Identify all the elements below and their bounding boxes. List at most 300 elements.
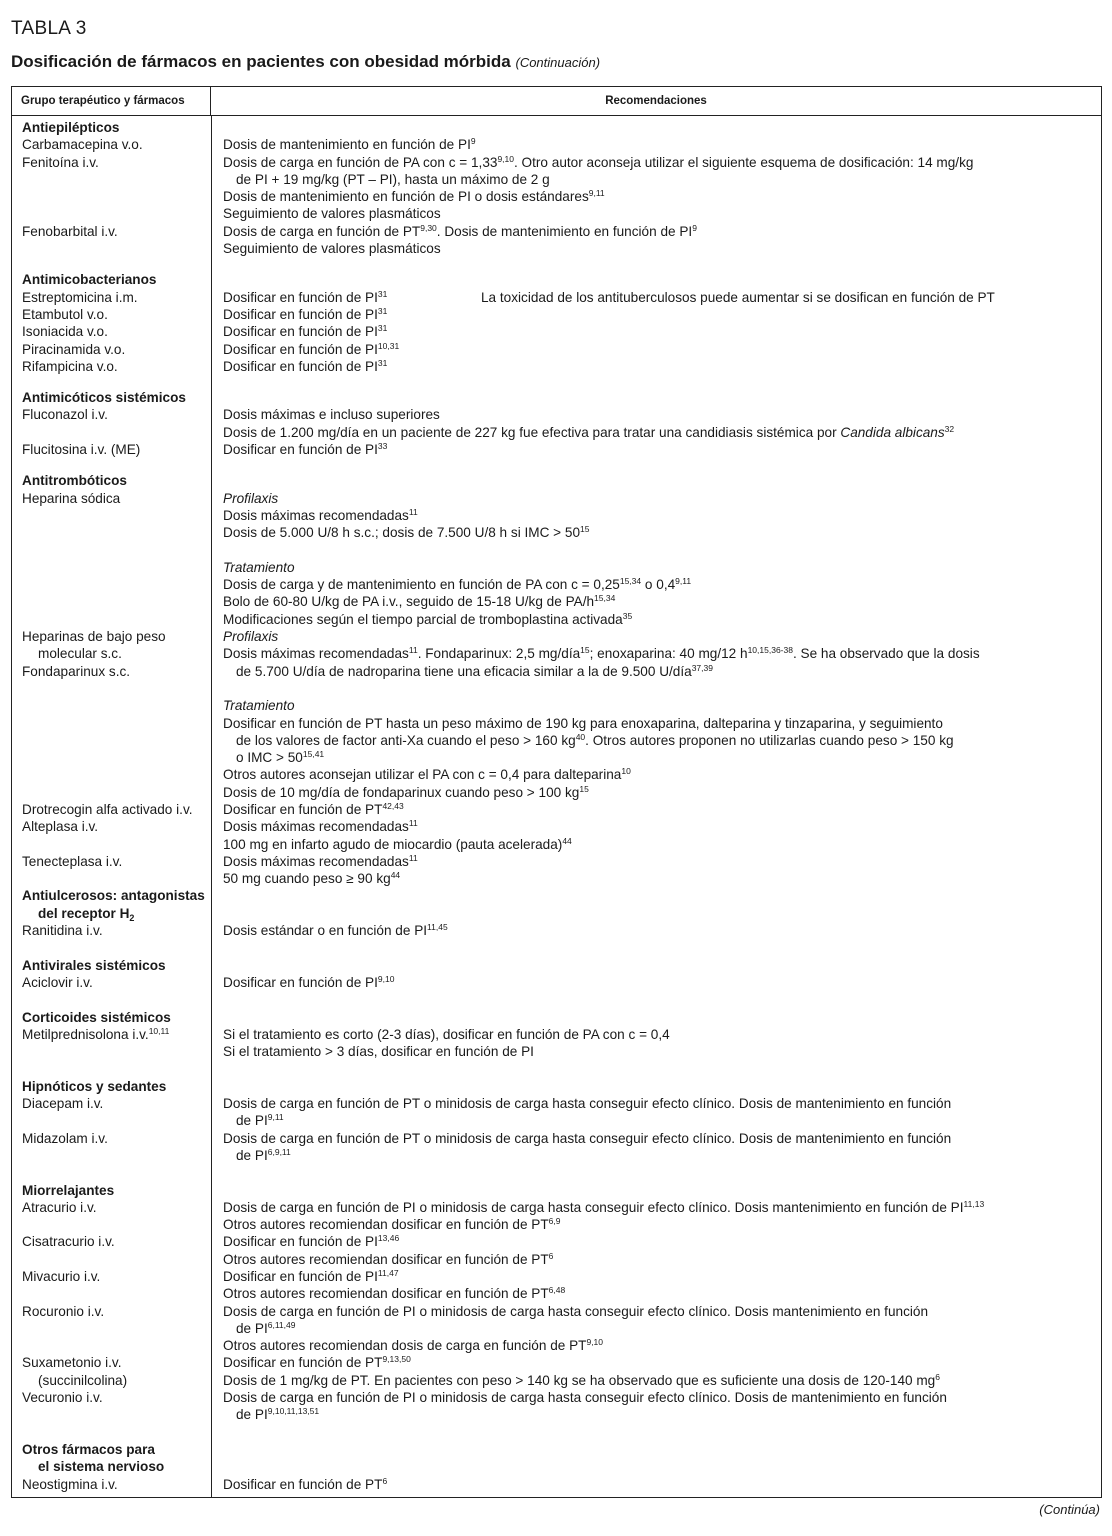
group-heading-row <box>12 1009 1101 1026</box>
recommendation <box>211 1268 1101 1285</box>
therapeutic-group <box>12 119 211 136</box>
recommendation <box>211 271 1101 288</box>
recommendation <box>211 306 1101 323</box>
table-row <box>12 441 1101 458</box>
table-row <box>12 1354 1101 1371</box>
recommendation <box>211 715 1101 732</box>
recommendation <box>211 1216 1101 1233</box>
table-row <box>12 154 1101 171</box>
reference-superscript: 10,31 <box>377 340 400 351</box>
text-segment: Dosis de carga y de mantenimiento en función de PA con c = 0,25 <box>223 577 620 593</box>
drug-name <box>12 870 211 887</box>
reference-superscript: 31 <box>377 323 388 334</box>
table-row <box>12 1268 1101 1285</box>
table-row <box>12 1285 1101 1302</box>
text-segment: Dosis de mantenimiento en función de PI <box>223 137 471 153</box>
text-segment: Dosificar en función de PI <box>223 974 378 990</box>
table-row <box>12 766 1101 783</box>
drug-name <box>12 663 211 680</box>
text-segment: de los valores de factor anti-Xa cuando el peso > 160 kg <box>236 732 576 748</box>
text-segment: Seguimiento de valores plasmáticos <box>223 206 441 222</box>
table-row <box>12 240 1101 257</box>
table-row <box>12 836 1101 853</box>
text-segment: Antivirales sistémicos <box>22 957 166 973</box>
drug-name <box>12 1216 211 1233</box>
recommendation <box>211 1251 1101 1268</box>
subscript: 2 <box>129 912 135 923</box>
text-segment: Dosis máximas recomendadas <box>223 646 409 662</box>
text-segment: de PI <box>236 1147 268 1163</box>
recommendation <box>211 323 1101 340</box>
text-segment: de PI <box>236 1320 268 1336</box>
text-segment: Fenitoína i.v. <box>22 154 99 170</box>
reference-superscript: 9,30 <box>420 222 437 233</box>
text-segment: Hipnóticos y sedantes <box>22 1078 167 1094</box>
reference-superscript: 37,39 <box>691 662 713 673</box>
italic-text: Profilaxis <box>223 490 279 506</box>
recommendation <box>211 1112 1101 1129</box>
reference-superscript: 11 <box>408 818 418 829</box>
recommendation <box>211 154 1101 171</box>
text-segment: Dosis de carga en función de PI o minidosis de carga hasta conseguir efecto clínico. Dosis de mantenimiento en función <box>223 1390 947 1406</box>
header-group-drugs: Grupo terapéutico y fármacos <box>12 87 211 115</box>
recommendation <box>211 171 1101 188</box>
text-segment: de PI <box>236 1113 268 1129</box>
row-spacer <box>12 680 1101 697</box>
recommendation <box>211 472 1101 489</box>
table-row <box>12 818 1101 835</box>
text-segment: Dosificar en función de PI <box>223 289 378 305</box>
row-spacer <box>12 1424 1101 1441</box>
text-segment: Dosificar en función de PT <box>223 1476 383 1492</box>
text-segment: Dosificar en función de PI <box>223 306 378 322</box>
text-segment: Neostigmina i.v. <box>22 1476 118 1492</box>
text-segment: 100 mg en infarto agudo de miocardio (pauta acelerada) <box>223 836 563 852</box>
table-row <box>12 1406 1101 1423</box>
reference-superscript: 9 <box>692 222 697 233</box>
text-segment: Atracurio i.v. <box>22 1199 97 1215</box>
recommendation <box>211 1458 1101 1475</box>
drug-name <box>12 784 211 801</box>
text-segment: Estreptomicina i.m. <box>22 289 138 305</box>
recommendation <box>211 1354 1101 1371</box>
table-row <box>12 205 1101 222</box>
drug-name <box>12 593 211 610</box>
table-title <box>11 52 600 72</box>
table-row <box>12 1372 1101 1389</box>
drug-name <box>12 818 211 835</box>
recommendation <box>211 223 1101 240</box>
text-segment: de 5.700 U/día de nadroparina tiene una eficacia similar a la de 9.500 U/día <box>236 663 692 679</box>
recommendation <box>211 801 1101 818</box>
recommendation <box>211 611 1101 628</box>
drug-name <box>12 836 211 853</box>
text-segment: Carbamacepina v.o. <box>22 137 143 153</box>
table-row <box>12 1251 1101 1268</box>
drug-name <box>12 289 211 306</box>
reference-superscript: 6 <box>382 1475 388 1486</box>
drug-name <box>12 507 211 524</box>
table-row <box>12 1337 1101 1354</box>
recommendation <box>211 922 1101 939</box>
recommendation <box>211 358 1101 375</box>
text-segment: Heparinas de bajo peso <box>22 629 166 645</box>
table-row <box>12 171 1101 188</box>
table-row <box>12 922 1101 939</box>
therapeutic-group <box>12 887 211 904</box>
italic-text: Profilaxis <box>223 629 279 645</box>
recommendation <box>211 818 1101 835</box>
table-row <box>12 749 1101 766</box>
table-row <box>12 1112 1101 1129</box>
text-segment: Rifampicina v.o. <box>22 358 118 374</box>
table-row <box>12 1130 1101 1147</box>
text-segment: Corticoides sistémicos <box>22 1009 171 1025</box>
text-segment: o 0,4 <box>641 577 676 593</box>
dosing-table <box>11 86 1102 1498</box>
recommendation <box>211 1199 1101 1216</box>
recommendation <box>211 766 1101 783</box>
recommendation <box>211 697 1101 714</box>
text-segment: Dosis máximas recomendadas <box>223 853 409 869</box>
reference-superscript: 40 <box>575 731 586 742</box>
text-segment: Dosis de carga en función de PI o minidosis de carga hasta conseguir efecto clínico. Dosis mantenimiento en función de PI <box>223 1199 964 1215</box>
reference-superscript: 6,48 <box>548 1285 566 1296</box>
text-segment: Dosis máximas recomendadas <box>223 507 409 523</box>
recommendation <box>211 974 1101 991</box>
text-segment: . Otros autores proponen no utilizarlas cuando peso > 150 kg <box>585 732 954 748</box>
recommendation <box>211 836 1101 853</box>
recommendation <box>211 289 1101 306</box>
recommendation <box>211 1337 1101 1354</box>
drug-name <box>12 1303 211 1320</box>
reference-superscript: 11 <box>408 506 418 517</box>
text-segment: Otros autores recomiendan dosis de carga en función de PT <box>223 1338 587 1354</box>
drug-name <box>12 1130 211 1147</box>
text-segment: Suxametonio i.v. <box>22 1355 122 1371</box>
table-header-row <box>12 87 1101 116</box>
reference-superscript: 13,46 <box>377 1233 400 1244</box>
recommendation <box>211 240 1101 257</box>
recommendation-note: La toxicidad de los antituberculosos puede aumentar si se dosifican en función de PT <box>481 289 995 305</box>
drug-name <box>12 1406 211 1423</box>
table-row <box>12 1476 1101 1493</box>
italic-text: Tratamiento <box>223 559 295 575</box>
row-spacer <box>12 1164 1101 1181</box>
text-segment: . Fondaparinux: 2,5 mg/día <box>417 646 581 662</box>
recommendation <box>211 1372 1101 1389</box>
recommendation <box>211 136 1101 153</box>
table-row <box>12 593 1101 610</box>
text-segment: Otros autores recomiendan dosificar en función de PT <box>223 1251 549 1267</box>
text-segment: ; enoxaparina: 40 mg/12 h <box>589 646 748 662</box>
reference-superscript: 15 <box>579 783 589 794</box>
recommendation <box>211 645 1101 662</box>
drug-name <box>12 441 211 458</box>
reference-superscript: 9,11 <box>267 1112 284 1123</box>
table-row <box>12 1303 1101 1320</box>
table-row <box>12 306 1101 323</box>
drug-name <box>12 136 211 153</box>
drug-name <box>12 1095 211 1112</box>
recommendation <box>211 1026 1101 1043</box>
therapeutic-group <box>12 1078 211 1095</box>
recommendation <box>211 1441 1101 1458</box>
recommendation <box>211 389 1101 406</box>
drug-name <box>12 1337 211 1354</box>
text-segment: Dosis estándar o en función de PI <box>223 923 428 939</box>
text-segment: Dosificar en función de PT <box>223 801 383 817</box>
text-segment: Isoniacida v.o. <box>22 324 108 340</box>
reference-superscript: 6,9,11 <box>267 1146 291 1157</box>
text-segment: Dosis máximas recomendadas <box>223 819 409 835</box>
table-row <box>12 188 1101 205</box>
text-segment: Dosis de carga en función de PT <box>223 223 421 239</box>
text-segment: Rocuronio i.v. <box>22 1303 105 1319</box>
table-row <box>12 1320 1101 1337</box>
text-segment: Midazolam i.v. <box>22 1130 108 1146</box>
drug-name <box>12 223 211 240</box>
reference-superscript: 15,34 <box>594 593 616 604</box>
drug-name <box>12 341 211 358</box>
table-row <box>12 507 1101 524</box>
drug-name <box>12 645 211 662</box>
drug-name <box>12 1268 211 1285</box>
drug-name <box>12 171 211 188</box>
drug-name <box>12 1476 211 1493</box>
group-heading-row <box>12 1078 1101 1095</box>
text-segment: Fondaparinux s.c. <box>22 663 131 679</box>
table-row <box>12 1147 1101 1164</box>
drug-name <box>12 628 211 645</box>
recommendation <box>211 119 1101 136</box>
recommendation <box>211 1130 1101 1147</box>
reference-superscript: 15,41 <box>302 749 325 760</box>
text-segment: Dosificar en función de PI <box>223 341 378 357</box>
drug-name <box>12 766 211 783</box>
row-spacer <box>12 257 1101 271</box>
text-segment: Metilprednisolona i.v. <box>22 1026 149 1042</box>
drug-name <box>12 611 211 628</box>
text-segment: del receptor H <box>38 905 130 921</box>
recommendation <box>211 905 1101 922</box>
table-title-text: Dosificación de fármacos en pacientes con obesidad mórbida <box>11 52 511 71</box>
table-row <box>12 628 1101 645</box>
table-row <box>12 524 1101 541</box>
recommendation <box>211 1285 1101 1302</box>
continued-note: (Continúa) <box>1039 1502 1100 1517</box>
therapeutic-group <box>12 1182 211 1199</box>
reference-superscript: 6 <box>548 1250 554 1261</box>
table-row <box>12 663 1101 680</box>
drug-name <box>12 1320 211 1337</box>
table-row <box>12 697 1101 714</box>
text-segment: Aciclovir i.v. <box>22 974 93 990</box>
table-row <box>12 1043 1101 1060</box>
table-row <box>12 1389 1101 1406</box>
table-row <box>12 853 1101 870</box>
reference-superscript: 9,13,50 <box>382 1354 411 1365</box>
group-heading-row <box>12 472 1101 489</box>
drug-name <box>12 490 211 507</box>
text-segment: Dosificar en función de PI <box>223 1234 378 1250</box>
recommendation <box>211 1406 1101 1423</box>
recommendation <box>211 957 1101 974</box>
recommendation <box>211 732 1101 749</box>
drug-name <box>12 974 211 991</box>
reference-superscript: 6,11,49 <box>267 1319 296 1330</box>
text-segment: Dosificar en función de PI <box>223 1269 378 1284</box>
row-spacer <box>12 542 1101 559</box>
drug-name <box>12 323 211 340</box>
text-segment: Miorrelajantes <box>22 1182 115 1198</box>
recommendation <box>211 205 1101 222</box>
text-segment: Antimicóticos sistémicos <box>22 390 186 406</box>
therapeutic-group <box>12 957 211 974</box>
recommendation <box>211 1476 1101 1493</box>
reference-superscript: 15,34 <box>619 576 642 587</box>
drug-name <box>12 1199 211 1216</box>
table-row <box>12 136 1101 153</box>
text-segment: Etambutol v.o. <box>22 306 108 322</box>
text-segment: Dosis de 10 mg/día de fondaparinux cuando peso > 100 kg <box>223 784 580 800</box>
therapeutic-group <box>12 1009 211 1026</box>
table-row <box>12 576 1101 593</box>
row-spacer <box>12 1060 1101 1077</box>
text-segment: Otros autores aconsejan utilizar el PA con c = 0,4 para dalteparina <box>223 767 622 783</box>
text-segment: Antitrombóticos <box>22 473 127 489</box>
reference-superscript: 44 <box>562 835 572 846</box>
table-row <box>12 715 1101 732</box>
text-segment: Dosis de mantenimiento en función de PI o dosis estándares <box>223 189 589 205</box>
drug-name <box>12 697 211 714</box>
drug-name <box>12 205 211 222</box>
reference-superscript: 35 <box>622 610 633 621</box>
reference-superscript: 9 <box>470 136 476 147</box>
reference-superscript: 9,10 <box>586 1337 604 1348</box>
reference-superscript: 31 <box>377 305 388 316</box>
table-row <box>12 490 1101 507</box>
therapeutic-group <box>12 389 211 406</box>
text-segment: Antimicobacterianos <box>22 272 157 288</box>
reference-superscript: 33 <box>377 441 388 452</box>
text-segment: . Otro autor aconseja utilizar el siguiente esquema de dosificación: 14 mg/kg <box>514 154 974 170</box>
recommendation <box>211 1095 1101 1112</box>
recommendation <box>211 490 1101 507</box>
italic-text: Tratamiento <box>223 698 295 714</box>
recommendation <box>211 1078 1101 1095</box>
drug-name <box>12 559 211 576</box>
text-segment: Dosificar en función de PT hasta un peso máximo de 190 kg para enoxaparina, dalteparina y tinzaparina, y seguimiento <box>223 715 943 731</box>
recommendation <box>211 424 1101 441</box>
group-heading-row <box>12 1182 1101 1199</box>
text-segment: o IMC > 50 <box>236 750 303 766</box>
drug-name <box>12 853 211 870</box>
text-segment: Dosificar en función de PI <box>223 324 378 340</box>
text-segment: Vecuronio i.v. <box>22 1390 103 1406</box>
reference-superscript: 31 <box>377 357 388 368</box>
text-segment: de PI + 19 mg/kg (PT – PI), hasta un máximo de 2 g <box>236 171 550 187</box>
header-recommendations: Recomendaciones <box>605 95 707 107</box>
drug-name <box>12 1112 211 1129</box>
table-row <box>12 645 1101 662</box>
text-segment: Tenecteplasa i.v. <box>22 853 123 869</box>
text-segment: Dosificar en función de PI <box>223 358 378 374</box>
group-heading-row <box>12 271 1101 288</box>
drug-name <box>12 154 211 171</box>
table-row <box>12 406 1101 423</box>
row-spacer <box>12 458 1101 472</box>
table-row <box>12 559 1101 576</box>
text-segment: Diacepam i.v. <box>22 1096 104 1112</box>
therapeutic-group <box>12 1441 211 1458</box>
table-row <box>12 1095 1101 1112</box>
drug-name <box>12 732 211 749</box>
recommendation <box>211 341 1101 358</box>
text-segment: el sistema nervioso <box>38 1459 165 1475</box>
drug-name <box>12 1026 211 1043</box>
reference-superscript: 15 <box>580 524 590 535</box>
reference-superscript: 11 <box>408 645 418 656</box>
table-row <box>12 732 1101 749</box>
text-segment: . Se ha observado que la dosis <box>792 646 980 662</box>
drug-name <box>12 406 211 423</box>
table-row <box>12 1026 1101 1043</box>
table-row <box>12 1216 1101 1233</box>
text-segment: de PI <box>236 1407 268 1423</box>
recommendation <box>211 1043 1101 1060</box>
drug-name <box>12 1354 211 1371</box>
drug-name <box>12 358 211 375</box>
recommendation <box>211 749 1101 766</box>
table-row <box>12 341 1101 358</box>
text-segment: Ranitidina i.v. <box>22 923 103 939</box>
text-segment: Dosis de carga en función de PT o minidosis de carga hasta conseguir efecto clínico. Dosis de mantenimiento en función <box>223 1130 952 1146</box>
recommendation <box>211 784 1101 801</box>
recommendation <box>211 1320 1101 1337</box>
recommendation <box>211 887 1101 904</box>
reference-superscript: 9,10,11,13,51 <box>267 1406 320 1417</box>
drug-name <box>12 1285 211 1302</box>
reference-superscript: 44 <box>390 870 401 881</box>
therapeutic-group <box>12 905 211 922</box>
table-row <box>12 289 1101 306</box>
recommendation <box>211 441 1101 458</box>
text-segment: Otros autores recomiendan dosificar en función de PT <box>223 1217 549 1233</box>
text-segment: Antiulcerosos: antagonistas <box>22 888 205 904</box>
drug-name <box>12 576 211 593</box>
drug-name <box>12 922 211 939</box>
text-segment: Fluconazol i.v. <box>22 407 108 423</box>
group-heading-row <box>12 1458 1101 1475</box>
therapeutic-group <box>12 472 211 489</box>
group-heading-row <box>12 905 1101 922</box>
drug-name <box>12 1043 211 1060</box>
recommendation <box>211 406 1101 423</box>
drug-name <box>12 1147 211 1164</box>
drug-name <box>12 715 211 732</box>
recommendation <box>211 1233 1101 1250</box>
group-heading-row <box>12 389 1101 406</box>
recommendation <box>211 1303 1101 1320</box>
group-heading-row <box>12 119 1101 136</box>
recommendation <box>211 507 1101 524</box>
table-body <box>12 119 1101 1493</box>
text-segment: . Dosis de mantenimiento en función de PI <box>436 223 693 239</box>
text-segment: Flucitosina i.v. (ME) <box>22 442 141 458</box>
recommendation <box>211 576 1101 593</box>
text-segment: Dosis de carga en función de PT o minidosis de carga hasta conseguir efecto clínico. Dosis de mantenimiento en función <box>223 1096 952 1112</box>
